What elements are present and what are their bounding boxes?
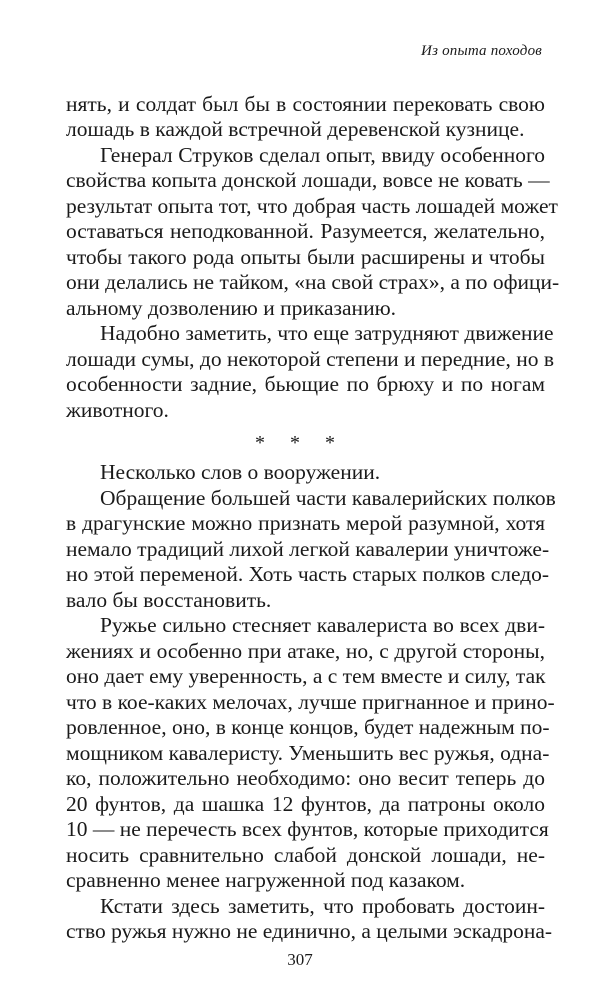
- text-line: Ружье сильно стесняет кавалериста во всех дви-: [100, 613, 545, 637]
- text-line: особенности задние, бьющие по брюху и по ногам: [66, 372, 545, 396]
- text-line: в драгунские можно признать мерой разумной, хотя: [66, 511, 545, 535]
- section-separator: * * *: [255, 432, 345, 454]
- text-line: что в кое-каких мелочах, лучше пригнанное и прино-: [66, 690, 555, 714]
- text-line: 20 фунтов, да шашка 12 фунтов, да патроны около: [66, 792, 545, 816]
- text-line: 10 — не перечесть всех фунтов, которые приходится: [66, 817, 549, 841]
- text-line: мощником кавалеристу. Уменьшить вес ружья, одна-: [66, 741, 550, 765]
- text-line: жениях и особенно при атаке, но, с другой стороны,: [66, 639, 545, 663]
- text-line: животного.: [66, 398, 169, 422]
- text-line: ровленное, оно, в конце концов, будет надежным по-: [66, 715, 550, 739]
- text-line: лошадь в каждой встречной деревенской кузнице.: [66, 117, 525, 141]
- text-line: альному дозволению и приказанию.: [66, 296, 397, 320]
- page-number: 307: [287, 950, 313, 969]
- text-line: свойства копыта донской лошади, вовсе не ковать —: [66, 168, 550, 192]
- text-line: немало традиций лихой легкой кавалерии уничтоже-: [66, 537, 550, 561]
- text-line: Кстати здесь заметить, что пробовать достоин-: [100, 894, 545, 918]
- text-line: оставаться неподкованной. Разумеется, желательно,: [66, 219, 545, 243]
- text-line: Надобно заметить, что еще затрудняют движение: [100, 321, 554, 345]
- text-line: ко, положительно необходимо: оно весит теперь до: [66, 766, 545, 790]
- text-line: нять, и солдат был бы в состоянии перековать свою: [66, 92, 545, 116]
- text-line: Обращение большей части кавалерийских полков: [100, 486, 556, 510]
- text-line: они делались не тайком, «на свой страх», а по офици-: [66, 270, 560, 294]
- text-line: Несколько слов о вооружении.: [100, 460, 381, 484]
- text-line: чтобы такого рода опыты были расширены и чтобы: [66, 245, 545, 269]
- text-line: ство ружья нужно не единично, а целыми эскадрона-: [66, 919, 553, 943]
- text-line: Генерал Струков сделал опыт, ввиду особенного: [100, 143, 545, 167]
- running-head: Из опыта походов: [421, 43, 542, 59]
- text-line: лошади сумы, до некоторой степени и передние, но в: [66, 347, 554, 371]
- text-line: но этой переменой. Хоть часть старых полков следо-: [66, 562, 550, 586]
- text-line: вало бы восстановить.: [66, 588, 272, 612]
- text-line: сравненно менее нагруженной под казаком.: [66, 868, 466, 892]
- text-line: оно дает ему уверенность, а с тем вместе и силу, так: [66, 664, 546, 688]
- text-line: носить сравнительно слабой донской лошади, не-: [66, 843, 545, 867]
- text-line: результат опыта тот, что добрая часть лошадей может: [66, 194, 558, 218]
